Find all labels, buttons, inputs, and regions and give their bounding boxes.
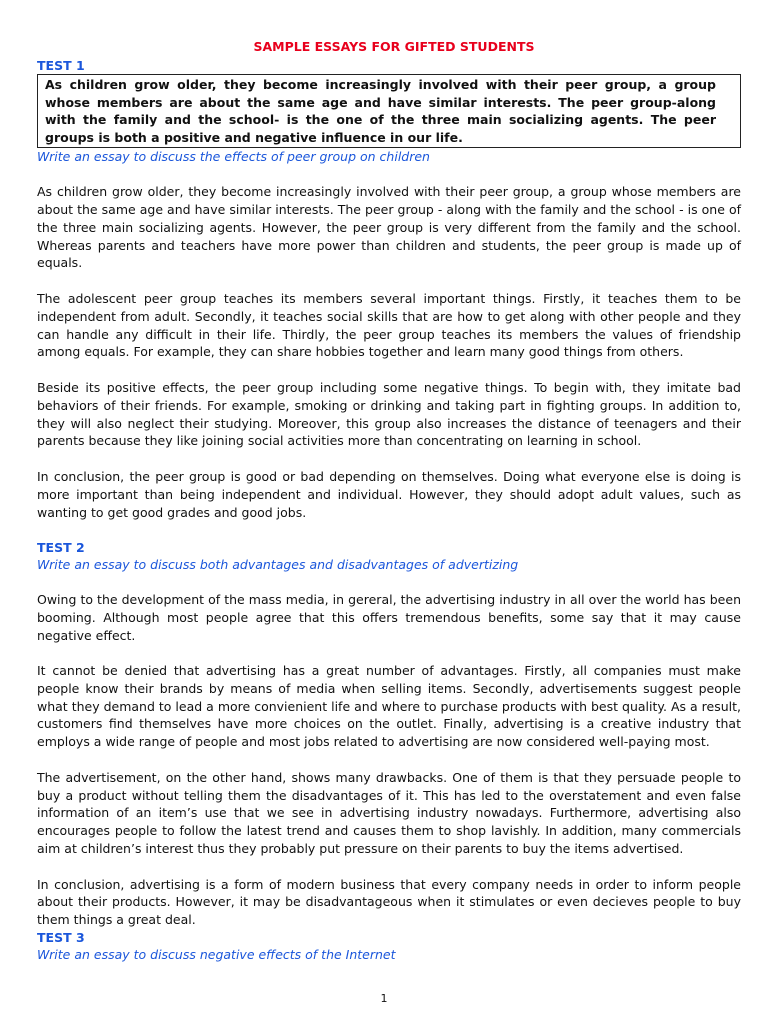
test1-paragraph-1: As children grow older, they become increasingly involved with their peer group, a group whose members are about the same age and have similar interests. The peer group - along with the family and the school - is one of the three main socializing agents. However, the peer group is very different from the family and the school. Whereas parents and teachers have more power than children and students, the peer group is made up of equals. xyxy=(37,184,741,271)
test3-essay-prompt: Write an essay to discuss negative effects of the Internet xyxy=(37,947,396,963)
page-number: 1 xyxy=(380,992,388,1005)
test1-section xyxy=(37,57,741,521)
test3-heading: TEST 3 xyxy=(37,930,85,946)
test2-paragraph-2: It cannot be denied that advertising has a great number of advantages. Firstly, all companies must make people know their brands by means of media when selling items. Secondly, advertisements suggest people what they demand to lead a more convienient life and where to purchase products with best quality. As a result, customers find themselves have more choices on the outlet. Finally, advertising is a creative industry that employs a wide range of people and most jobs related to advertising are now considered well-paying most. xyxy=(37,663,741,750)
test2-paragraph-3: The advertisement, on the other hand, shows many drawbacks. One of them is that they persuade people to buy a product without telling them the disadvantages of it. This has led to the overstatement and even false information of an item’s use that we see in advertising industry nowadays. Furthermore, advertising also encourages people to follow the latest trend and causes them to shop lavishly. In addition, many commercials aim at children’s interest thus they probably put pressure on their parents to buy the items advertised. xyxy=(37,769,741,857)
document-title: SAMPLE ESSAYS FOR GIFTED STUDENTS xyxy=(253,39,535,54)
test3-section xyxy=(37,929,741,963)
test1-paragraph-3: Beside its positive effects, the peer group including some negative things. To begin with, they imitate bad behaviors of their friends. For example, smoking or drinking and taking part in fighting groups. In addition to, they will also neglect their studying. Moreover, this group also increases the distance of teenagers and their parents because they like joining social activities more than concentrating on learning in school. xyxy=(37,379,741,449)
test2-paragraph-1: Owing to the development of the mass media, in gereral, the advertising industry in all over the world has been booming. Although most people agree that this offers tremendous benefits, some say that it may cause negative effect. xyxy=(37,591,741,643)
test2-heading: TEST 2 xyxy=(37,540,85,556)
test2-section xyxy=(37,539,741,929)
test2-paragraph-4: In conclusion, advertising is a form of modern business that every company needs in order to inform people about their products. However, it may be disadvantageous when it stimulates or even decieves people to buy them things a great deal. xyxy=(37,876,741,928)
test1-essay-prompt: Write an essay to discuss the effects of peer group on children xyxy=(37,149,430,165)
document-page xyxy=(37,38,741,963)
test1-paragraph-4: In conclusion, the peer group is good or bad depending on themselves. Doing what everyone else is doing is more important than being independent and individual. However, they should adopt adult values, such as wanting to get good grades and good jobs. xyxy=(37,468,741,520)
test2-essay-prompt: Write an essay to discuss both advantages and disadvantages of advertizing xyxy=(37,557,519,573)
test1-quote-box: As children grow older, they become increasingly involved with their peer group, a group whose members are about the same age and have similar interests. The peer group-along with the family and the school- is the one of the three main socializing agents. The peer groups is both a positive and negative influence in our life. xyxy=(37,74,741,148)
test1-paragraph-2: The adolescent peer group teaches its members several important things. Firstly, it teaches them to be independent from adult. Secondly, it teaches social skills that are how to get along with other people and they can handle any difficult in their life. Thirdly, the peer group teaches its members the values of friendship among equals. For example, they can share hobbies together and learn many good things from others. xyxy=(37,290,741,360)
test1-heading: TEST 1 xyxy=(37,58,85,73)
